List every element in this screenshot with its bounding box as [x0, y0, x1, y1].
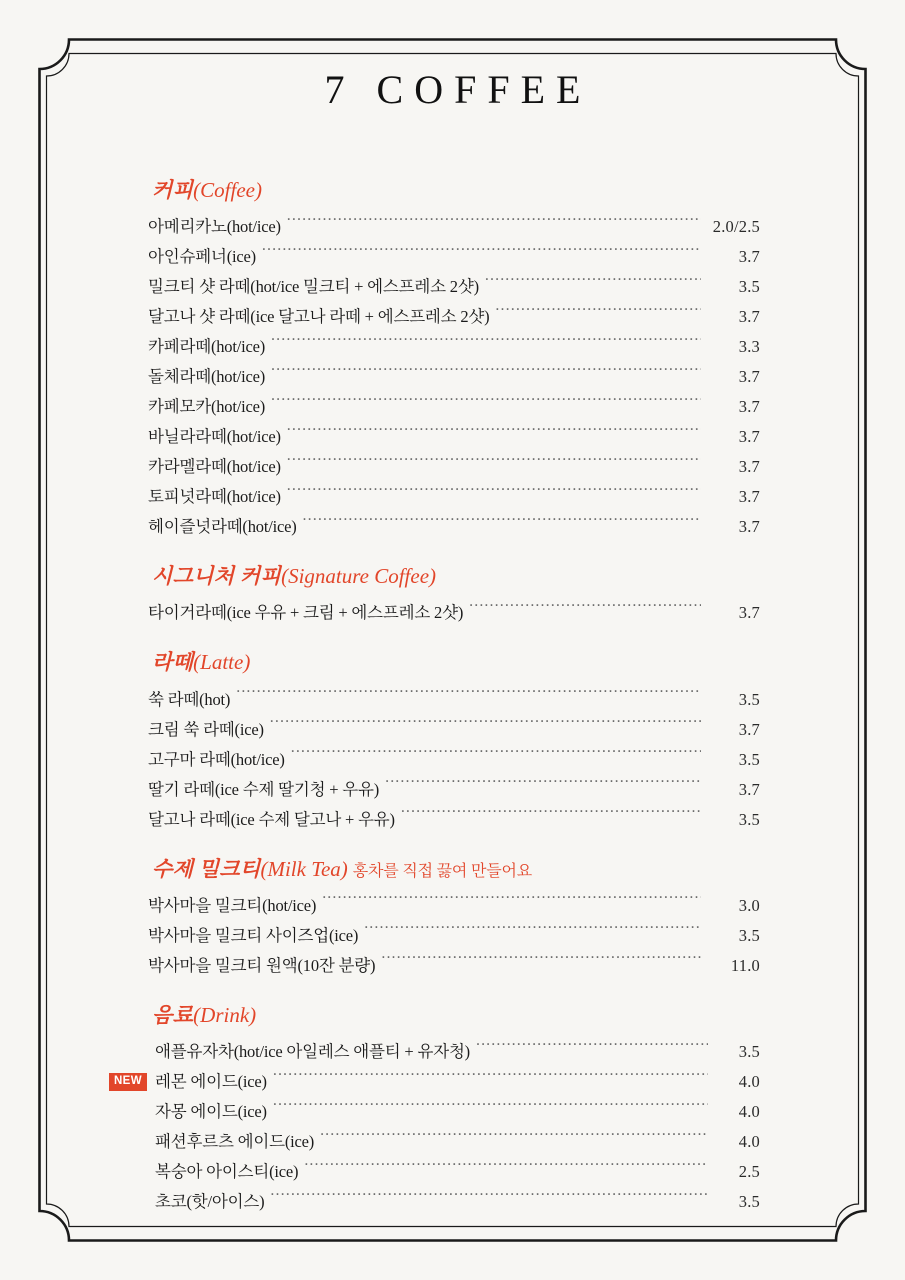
menu-item-price: 3.5 [738, 809, 760, 829]
dot-leader [271, 336, 701, 353]
menu-item [148, 891, 760, 921]
dot-leader [401, 808, 701, 825]
menu-item-name: 애플유자차(hot/ice 아일레스 애플티 + 유자청) [155, 1041, 470, 1061]
menu-item-name: 밀크티 샷 라떼(hot/ice 밀크티 + 에스프레소 2샷) [148, 277, 479, 297]
menu-item-price: 3.7 [738, 719, 760, 739]
menu-section-coffee [148, 178, 760, 542]
menu-item [148, 921, 760, 951]
menu-item-price: 3.7 [738, 779, 760, 799]
menu-item [148, 362, 760, 392]
menu-item-name: 헤이즐넛라떼(hot/ice) [148, 517, 297, 537]
menu-item-name: 바닐라라떼(hot/ice) [148, 427, 281, 447]
menu-item [148, 242, 760, 272]
section-title-en: (Latte) [193, 650, 251, 675]
dot-leader [236, 688, 701, 705]
menu-section-signature-coffee [148, 564, 760, 628]
dot-leader [485, 276, 701, 293]
dot-leader [270, 1190, 708, 1207]
menu-item-price: 3.7 [738, 517, 760, 537]
menu-item-name: 박사마을 밀크티 원액(10잔 분량) [148, 955, 376, 975]
dot-leader [271, 396, 701, 413]
menu-item-name: 카라멜라떼(hot/ice) [148, 457, 281, 477]
menu-item-name: 크림 쑥 라떼(ice) [148, 719, 264, 739]
menu-item-price: 3.5 [738, 689, 760, 709]
section-subtitle: 홍차를 직접 끓여 만들어요 [352, 862, 532, 880]
section-title-ko: 커피 [152, 178, 194, 202]
menu-item-price: 3.3 [738, 337, 760, 357]
menu-item [148, 482, 760, 512]
menu-item [148, 332, 760, 362]
menu-item-price: 4.0 [738, 1101, 760, 1121]
section-header [152, 564, 760, 589]
section-header [152, 1003, 760, 1028]
section-title-en: (Signature Coffee) [281, 564, 437, 589]
menu-item-name: 딸기 라떼(ice 수제 딸기청 + 우유) [148, 779, 380, 799]
menu-item-price: 3.7 [738, 397, 760, 417]
menu-item-name: 박사마을 밀크티 사이즈업(ice) [148, 925, 359, 945]
menu-item-price: 3.7 [738, 367, 760, 387]
menu-item [148, 272, 760, 302]
menu-item-price: 3.5 [738, 925, 760, 945]
dot-leader [262, 246, 701, 263]
section-title-en: (Milk Tea) [260, 856, 348, 881]
dot-leader [303, 516, 701, 533]
menu-item-name: 달고나 샷 라떼(ice 달고나 라떼 + 에스프레소 2샷) [148, 307, 490, 327]
dot-leader [291, 748, 701, 765]
menu-item-name: 박사마을 밀크티(hot/ice) [148, 895, 317, 915]
dot-leader [320, 1130, 708, 1147]
dot-leader [273, 1100, 708, 1117]
menu-item [148, 302, 760, 332]
section-title-ko: 수제 밀크티 [152, 856, 261, 881]
dot-leader [304, 1160, 708, 1177]
menu-item [155, 1187, 760, 1217]
menu-item [148, 392, 760, 422]
menu-item-name: 초코(핫/아이스) [155, 1191, 265, 1211]
menu-item-name: 달고나 라떼(ice 수제 달고나 + 우유) [148, 809, 395, 829]
menu-item-price: 3.5 [738, 277, 760, 297]
menu-item-price: 11.0 [730, 955, 760, 975]
menu-item-price: 2.5 [738, 1161, 760, 1181]
menu-item [155, 1097, 760, 1127]
menu-item-price: 3.7 [738, 247, 760, 267]
menu-item-list [148, 598, 760, 628]
menu-item-price: 3.0 [738, 895, 760, 915]
dot-leader [271, 366, 701, 383]
dot-leader [364, 924, 701, 941]
menu-item-name: 쑥 라떼(hot) [148, 689, 231, 709]
menu-item-price: 4.0 [738, 1131, 760, 1151]
menu-item-price: 4.0 [738, 1071, 760, 1091]
menu-item-price: 3.5 [738, 1041, 760, 1061]
menu-item-name: 복숭아 아이스티(ice) [155, 1161, 299, 1181]
menu-item [155, 1037, 760, 1067]
menu-item-price: 3.5 [738, 1191, 760, 1211]
dot-leader [273, 1070, 708, 1087]
menu-item [148, 212, 760, 242]
menu-item [148, 775, 760, 805]
menu-item-price: 3.7 [738, 427, 760, 447]
menu-item-name: 아인슈페너(ice) [148, 247, 256, 267]
menu-item-list [113, 1037, 760, 1217]
menu-item [148, 805, 760, 835]
menu-item-name: 타이거라떼(ice 우유 + 크림 + 에스프레소 2샷) [148, 603, 464, 623]
new-badge: NEW [109, 1073, 147, 1092]
section-title-ko: 음료 [152, 1002, 194, 1027]
menu-item-name: 아메리카노(hot/ice) [148, 217, 281, 237]
dot-leader [381, 954, 701, 971]
menu-item [148, 715, 760, 745]
menu-item-price: 3.7 [738, 307, 760, 327]
menu-item-name: 고구마 라떼(hot/ice) [148, 749, 285, 769]
dot-leader [287, 216, 701, 233]
menu-section-latte [148, 650, 760, 834]
section-header [152, 650, 760, 675]
dot-leader [287, 426, 701, 443]
section-header [152, 178, 760, 203]
dot-leader [495, 306, 701, 323]
menu-item-list [148, 891, 760, 981]
menu-section-drink [113, 1002, 760, 1217]
dot-leader [270, 718, 701, 735]
dot-leader [385, 778, 701, 795]
menu-item-name: 돌체라떼(hot/ice) [148, 367, 266, 387]
menu-item [113, 1067, 760, 1097]
menu-item-name: 카페라떼(hot/ice) [148, 337, 266, 357]
section-title-ko: 라떼 [152, 650, 194, 675]
menu-item [148, 745, 760, 775]
dot-leader [287, 456, 701, 473]
dot-leader [322, 894, 701, 911]
menu-item-name: 토피넛라떼(hot/ice) [148, 487, 281, 507]
dot-leader [469, 602, 701, 619]
dot-leader [287, 486, 701, 503]
menu-item [148, 951, 760, 981]
menu-item [148, 685, 760, 715]
dot-leader [476, 1040, 708, 1057]
menu-item-name: 카페모카(hot/ice) [148, 397, 266, 417]
menu-section-milk-tea [148, 857, 760, 981]
menu-sections [113, 178, 760, 1219]
menu-item-price: 3.7 [738, 487, 760, 507]
menu-item [148, 452, 760, 482]
menu-item-price: 3.7 [738, 457, 760, 477]
menu-item [148, 512, 760, 542]
menu-item [148, 598, 760, 628]
section-header [152, 857, 760, 882]
menu-item-price: 3.5 [738, 749, 760, 769]
page-title: 7 COFFEE [324, 67, 592, 112]
menu-item-list [148, 685, 760, 835]
menu-item [155, 1127, 760, 1157]
menu-item-price: 2.0/2.5 [712, 217, 760, 237]
menu-item-list [148, 212, 760, 542]
menu-item-name: 패션후르츠 에이드(ice) [155, 1131, 315, 1151]
section-title-ko: 시그니처 커피 [152, 564, 282, 589]
section-title-en: (Coffee) [193, 178, 262, 202]
section-title-en: (Drink) [193, 1002, 257, 1027]
menu-item-name: 자몽 에이드(ice) [155, 1101, 267, 1121]
menu-item [155, 1157, 760, 1187]
menu-item-price: 3.7 [738, 603, 760, 623]
menu-item [148, 422, 760, 452]
menu-item-name: 레몬 에이드(ice) [155, 1071, 267, 1091]
